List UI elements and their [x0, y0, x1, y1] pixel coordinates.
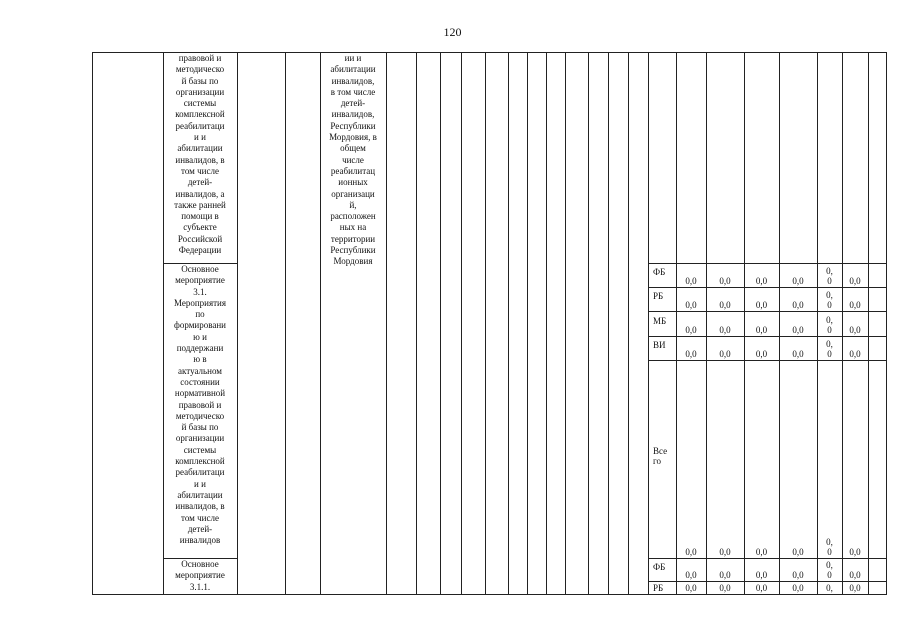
funding-value: 0,0: [719, 349, 731, 359]
cell-text-line: системы: [183, 98, 217, 109]
funding-value-split-bottom: 0: [827, 570, 832, 580]
column-divider: [842, 52, 843, 595]
cell-text-line: Федерации: [178, 245, 222, 256]
funding-value: 0,0: [755, 300, 768, 310]
funding-value-split-bottom: 0: [827, 276, 832, 286]
funding-source-label: ВИ: [653, 340, 666, 350]
cell-text-line: инвалидов: [179, 535, 221, 546]
cell-text-line: Мордовия: [333, 256, 373, 267]
cell-text-line: субъекте: [183, 222, 217, 233]
main-activity-3-1-1: [163, 559, 237, 593]
cell-text-line: правовой и: [178, 399, 222, 410]
cell-text-line: методическо: [175, 64, 225, 75]
funding-source-label: РБ: [653, 583, 664, 593]
cell-text-line: ных на: [339, 222, 367, 233]
column-divider: [508, 52, 509, 595]
cell-text-line: расположен: [330, 211, 376, 222]
funding-row-divider: [648, 581, 887, 582]
funding-value-last: 0,0: [849, 325, 861, 335]
funding-value: 0,0: [792, 547, 804, 557]
funding-value-split-top: 0,: [826, 315, 833, 325]
funding-value: 0,0: [755, 547, 768, 557]
cell-text-line: й базы по: [181, 75, 219, 86]
column-divider: [628, 52, 629, 595]
column-divider: [163, 52, 164, 595]
cell-text-line: организации: [175, 86, 225, 97]
cell-text-line: Республики: [330, 120, 376, 131]
cell-text-line: методическо: [175, 410, 225, 421]
cell-text-line: состоянии: [180, 376, 220, 387]
funding-value-last: 0,0: [849, 583, 861, 593]
funding-value-split-bottom: 0: [827, 547, 832, 557]
cell-text-line: инвалидов, в: [175, 501, 225, 512]
cell-text-line: и и: [194, 132, 206, 143]
column-divider: [648, 52, 649, 595]
cell-text-line: актуальном: [178, 365, 222, 376]
cell-text-line: помощи в: [181, 211, 219, 222]
funding-value-split-top: 0,: [826, 266, 833, 276]
cell-text-line: й,: [349, 199, 357, 210]
cell-text-line: ю и: [193, 331, 207, 342]
column-divider: [485, 52, 486, 595]
column-divider: [461, 52, 462, 595]
funding-value: 0,0: [685, 300, 697, 310]
cell-text-line: том числе: [181, 165, 219, 176]
funding-value-last: 0,0: [849, 547, 861, 557]
indicator-description-continued: [320, 53, 386, 268]
funding-value: 0,0: [719, 547, 731, 557]
activity-description-continued: [163, 53, 237, 256]
funding-value-last: 0,0: [849, 349, 861, 359]
funding-value: 0,0: [685, 349, 697, 359]
funding-value-last: 0,0: [849, 300, 861, 310]
funding-value-split-top: 0,: [826, 290, 833, 300]
cell-text-line: инвалидов, а: [175, 188, 225, 199]
column-divider: [886, 52, 887, 595]
funding-value-split-top: 0,: [826, 339, 833, 349]
table-top-border: [92, 52, 886, 53]
funding-row-divider: [648, 594, 887, 595]
funding-source-label: Все го: [653, 446, 668, 466]
funding-source-label: РБ: [653, 291, 664, 301]
column-divider: [565, 52, 566, 595]
funding-source-label: ФБ: [653, 561, 666, 572]
cell-text-line: Основное: [181, 559, 219, 569]
funding-value: 0,0: [685, 583, 697, 593]
column-divider: [779, 52, 780, 595]
cell-text-line: инвалидов,: [331, 109, 375, 120]
column-divider: [440, 52, 441, 595]
funding-value: 0,0: [719, 276, 731, 286]
cell-text-line: ионных: [338, 177, 368, 188]
funding-row-divider: [648, 558, 887, 559]
cell-text-line: мероприятие: [175, 570, 225, 581]
funding-value: 0,0: [719, 325, 731, 335]
cell-text-line: реабилитац: [330, 165, 376, 176]
row-divider: [163, 558, 237, 559]
column-divider: [92, 52, 93, 595]
cell-text-line: числе: [342, 154, 364, 165]
cell-text-line: детей-: [340, 98, 366, 109]
column-divider: [285, 52, 286, 595]
column-divider: [676, 52, 677, 595]
column-divider: [706, 52, 707, 595]
column-divider: [608, 52, 609, 595]
cell-text-line: 3.1.1.: [189, 581, 211, 592]
column-divider: [386, 52, 387, 595]
main-activity-3-1: [163, 264, 237, 546]
funding-value: 0,0: [792, 276, 804, 286]
funding-value: 0,0: [792, 325, 804, 335]
funding-row-divider: [648, 287, 887, 288]
cell-text-line: детей-: [187, 177, 213, 188]
funding-value: 0,0: [755, 349, 768, 359]
cell-text-line: Мероприятия: [173, 297, 227, 308]
cell-text-line: том числе: [181, 512, 219, 523]
column-divider: [237, 52, 238, 595]
funding-value: 0,0: [755, 570, 768, 580]
funding-row-divider: [648, 336, 887, 337]
funding-value-split-top: 0,: [826, 560, 833, 570]
cell-text-line: комплексной: [175, 456, 225, 467]
cell-text-line: реабилитаци: [175, 120, 225, 131]
cell-text-line: Основное: [181, 264, 219, 274]
cell-text-line: и и: [194, 478, 206, 489]
cell-text-line: территории: [330, 233, 376, 244]
cell-text-line: организаци: [331, 188, 375, 199]
column-divider: [744, 52, 745, 595]
cell-text-line: также ранней: [174, 199, 226, 210]
column-divider: [588, 52, 589, 595]
cell-text-line: детей-: [187, 523, 213, 534]
funding-value: 0,0: [792, 583, 804, 593]
row-divider: [163, 263, 237, 264]
funding-value: 0,0: [719, 583, 731, 593]
cell-text-line: Республики: [330, 245, 376, 256]
funding-value: 0,0: [792, 349, 804, 359]
column-divider: [868, 52, 869, 595]
cell-text-line: инвалидов,: [331, 75, 375, 86]
funding-value: 0,0: [755, 276, 768, 286]
cell-text-line: общем: [340, 143, 366, 154]
cell-text-line: мероприятие: [175, 275, 225, 286]
column-divider: [527, 52, 528, 595]
cell-text-line: й базы по: [181, 422, 219, 433]
cell-text-line: инвалидов, в: [175, 154, 225, 165]
funding-value: 0,0: [719, 300, 731, 310]
cell-text-line: организации: [175, 433, 225, 444]
funding-value: 0,0: [685, 570, 697, 580]
cell-text-line: ю в: [193, 354, 207, 365]
cell-text-line: комплексной: [175, 109, 225, 120]
cell-text-line: 3.1.: [193, 286, 207, 297]
funding-value: 0,0: [755, 325, 768, 335]
funding-value: 0,0: [685, 276, 697, 286]
funding-value: 0,0: [685, 547, 697, 557]
cell-text-line: Российской: [177, 233, 223, 244]
cell-text-line: в том числе: [330, 86, 376, 97]
page-number: 120: [443, 25, 462, 39]
cell-text-line: правовой и: [178, 53, 222, 63]
funding-value: 0,0: [792, 300, 804, 310]
funding-value: 0,0: [719, 570, 731, 580]
cell-text-line: по: [195, 309, 205, 320]
cell-text-line: реабилитаци: [175, 467, 225, 478]
funding-value: 0,0: [792, 570, 804, 580]
funding-value-split-top: 0,: [826, 583, 833, 593]
funding-value-last: 0,0: [849, 276, 861, 286]
column-divider: [416, 52, 417, 595]
cell-text-line: абилитации: [177, 143, 223, 154]
cell-text-line: ии и: [344, 53, 362, 63]
cell-text-line: формировани: [174, 320, 226, 331]
funding-value-split-bottom: 0: [827, 300, 832, 310]
cell-text-line: поддержани: [176, 343, 224, 354]
funding-source-label: МБ: [653, 315, 667, 326]
funding-value-split-bottom: 0: [827, 325, 832, 335]
cell-text-line: системы: [183, 444, 217, 455]
cell-text-line: нормативной: [174, 388, 226, 399]
funding-row-divider: [648, 311, 887, 312]
funding-value-last: 0,0: [849, 570, 861, 580]
funding-source-label: ФБ: [653, 267, 666, 277]
funding-value-split-top: 0,: [826, 537, 833, 547]
column-divider: [320, 52, 321, 595]
funding-value: 0,0: [685, 325, 697, 335]
column-divider: [546, 52, 547, 595]
funding-row-divider: [648, 263, 887, 264]
funding-row-divider: [648, 360, 887, 361]
funding-value: 0,0: [755, 583, 768, 593]
funding-value-split-bottom: 0: [827, 349, 832, 359]
cell-text-line: абилитации: [177, 489, 223, 500]
cell-text-line: Мордовия, в: [329, 132, 377, 143]
cell-text-line: абилитации: [330, 64, 376, 75]
